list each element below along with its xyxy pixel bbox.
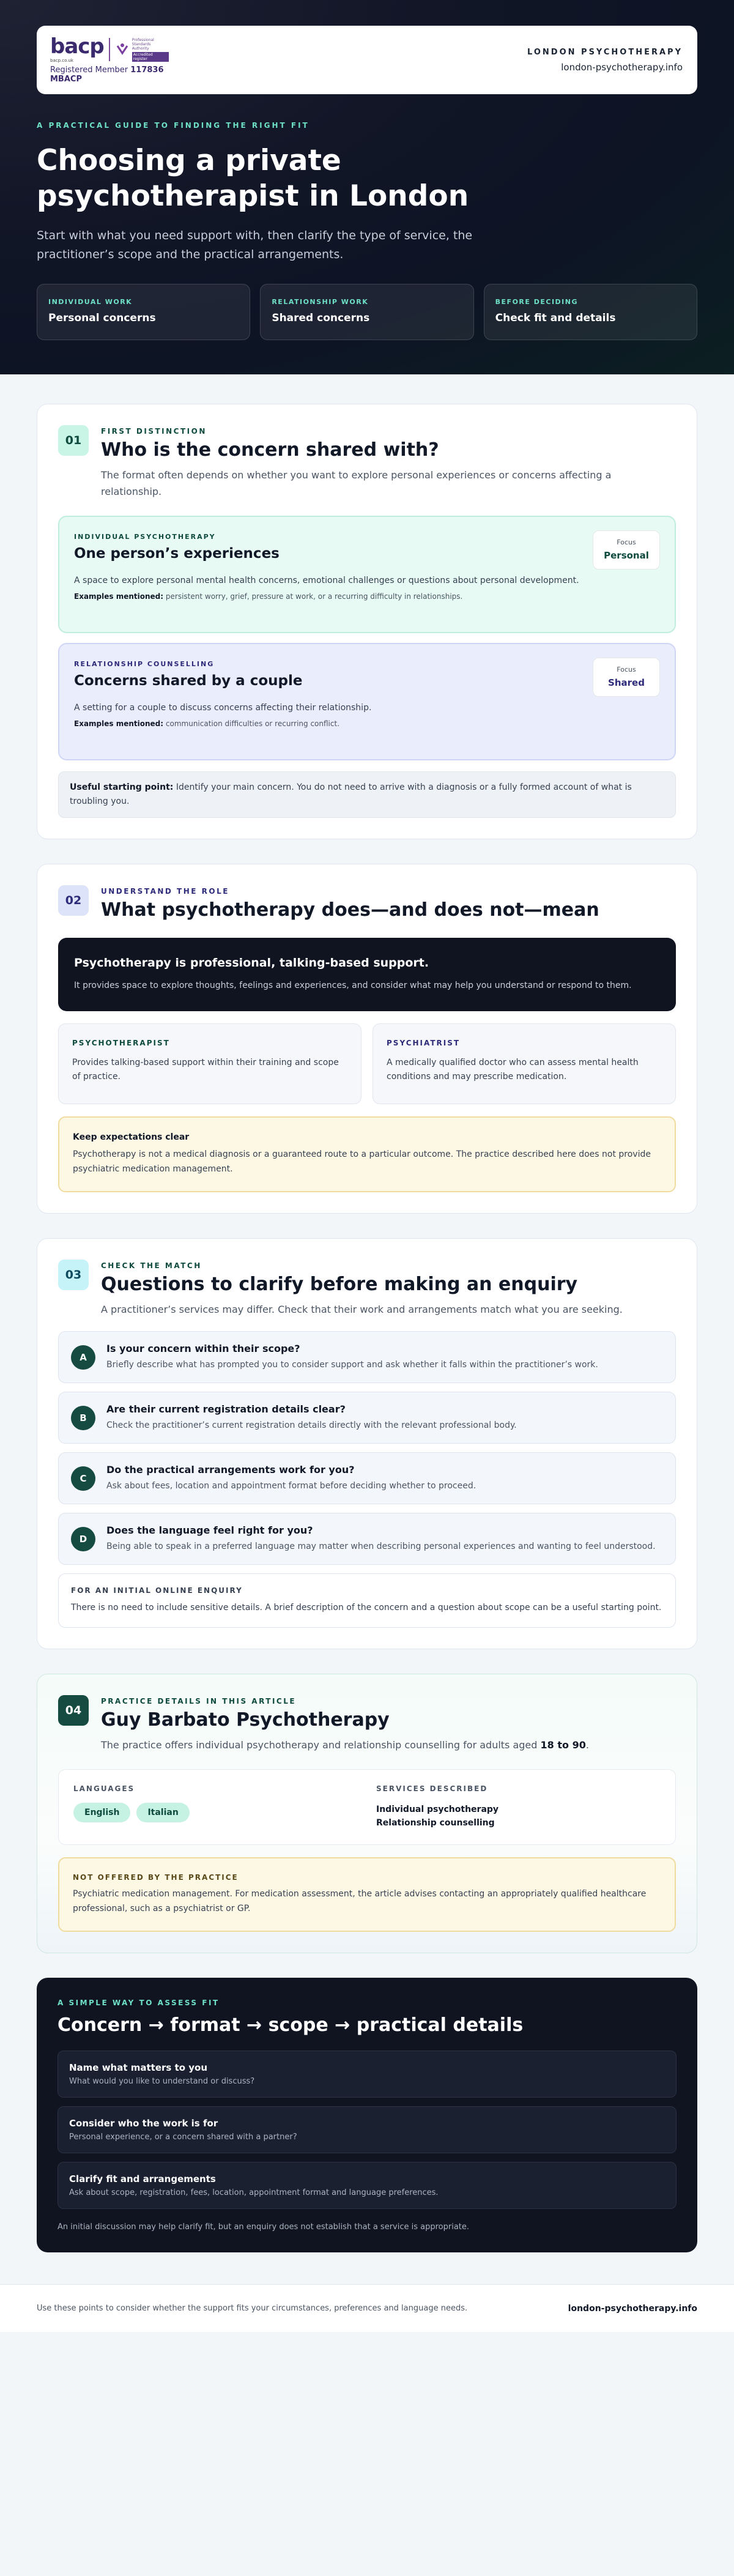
- question-item: C Do the practical arrangements work for you? Ask about fees, location and appointment format before deciding whether to proceed.: [58, 1452, 676, 1504]
- focus-badge-shared: Focus Shared: [593, 658, 660, 697]
- hero-section: [0, 0, 734, 374]
- service-item: Relationship counselling: [376, 1818, 495, 1828]
- member-number: 117836: [130, 65, 164, 75]
- section-kicker: PRACTICE DETAILS IN THIS ARTICLE: [101, 1697, 297, 1706]
- psychiatrist-card: PSYCHIATRIST A medically qualified doctor who can assess mental health conditions and may prescribe medication.: [373, 1023, 676, 1104]
- assess-step: Clarify fit and arrangements Ask about scope, registration, fees, location, appointment format and language preferences.: [57, 2162, 677, 2209]
- section-number: 04: [58, 1695, 89, 1726]
- assess-fit-section: [37, 1978, 697, 2252]
- question-badge: D: [71, 1527, 95, 1551]
- assess-footnote: An initial discussion may help clarify fit, but an enquiry does not establish that a service is appropriate.: [57, 2222, 470, 2232]
- section-title: Questions to clarify before making an enquiry: [101, 1274, 578, 1295]
- accreditation-badge-icon: [115, 42, 130, 57]
- assess-kicker: A SIMPLE WAY TO ASSESS FIT: [57, 1999, 220, 2007]
- registration-line: Registered Member 117836: [50, 65, 164, 75]
- question-item: B Are their current registration details clear? Check the practitioner’s current registration details directly with the relevant professional body.: [58, 1392, 676, 1444]
- practice-name: LONDON PSYCHOTHERAPY: [527, 47, 683, 57]
- not-offered-box: NOT OFFERED BY THE PRACTICE Psychiatric medication management. For medication assessment, the article advises contacting an appropriately qualified healthcare professional, such as a psychiatrist or GP.: [58, 1857, 676, 1932]
- hero-card-individual: INDIVIDUAL WORK Personal concerns: [37, 284, 250, 340]
- assess-title: Concern → format → scope → practical details: [57, 2014, 524, 2036]
- section-number: 01: [58, 425, 89, 456]
- section-sub: The format often depends on whether you want to explore personal experiences or concerns affecting a relationship.: [101, 469, 612, 497]
- bacp-wordmark-sub: bacp.co.uk: [50, 58, 73, 63]
- footer-url-link[interactable]: london-psychotherapy.info: [568, 2303, 697, 2314]
- section-number: 03: [58, 1260, 89, 1290]
- section-title: Who is the concern shared with?: [101, 439, 439, 461]
- question-badge: B: [71, 1406, 95, 1430]
- service-item: Individual psychotherapy: [376, 1805, 499, 1814]
- section-practice-details: [37, 1674, 697, 1953]
- logo-divider: [109, 38, 110, 61]
- assess-step: Consider who the work is for Personal experience, or a concern shared with a partner?: [57, 2106, 677, 2153]
- psychotherapist-card: PSYCHOTHERAPIST Provides talking-based support within their training and scope of practice.: [58, 1023, 361, 1104]
- section-sub: A practitioner’s services may differ. Check that their work and arrangements match what you are seeking.: [101, 1304, 623, 1315]
- focus-badge-personal: Focus Personal: [593, 530, 660, 570]
- badge-text: Professional Standards Authority: [132, 37, 154, 51]
- initial-enquiry-tip: FOR AN INITIAL ONLINE ENQUIRY There is no need to include sensitive details. A brief description of the concern and a question about scope can be a useful starting point.: [58, 1573, 676, 1628]
- practice-info-box: LANGUAGES English Italian SERVICES DESCRIBED Individual psychotherapy Relationship counselling: [58, 1769, 676, 1845]
- section-number: 02: [58, 885, 89, 916]
- question-badge: A: [71, 1345, 95, 1370]
- credential: MBACP: [50, 75, 82, 84]
- expectations-warning: Keep expectations clear Psychotherapy is not a medical diagnosis or a guaranteed route to a particular outcome. The practice described here does not provide psychiatric medication management.: [58, 1116, 676, 1192]
- practice-url-link[interactable]: london-psychotherapy.info: [561, 61, 683, 73]
- question-item: D Does the language feel right for you? Being able to speak in a preferred language may matter when describing personal experiences and wanting to feel understood.: [58, 1513, 676, 1565]
- hero-card-relationship: RELATIONSHIP WORK Shared concerns: [260, 284, 473, 340]
- question-item: A Is your concern within their scope? Briefly describe what has prompted you to consider support and ask whether it falls within the practitioner’s work.: [58, 1331, 676, 1383]
- section-check-match: [37, 1238, 697, 1649]
- psychotherapy-definition-card: Psychotherapy is professional, talking-based support. It provides space to explore thoughts, feelings and experiences, and consider what may help you understand or respond to them.: [58, 938, 676, 1011]
- section-kicker: CHECK THE MATCH: [101, 1261, 202, 1270]
- top-bar: [37, 26, 697, 94]
- language-pill: Italian: [136, 1803, 189, 1822]
- page-footer: [0, 2284, 734, 2332]
- hero-lead: Start with what you need support with, then clarify the type of service, the practitioner’s scope and the practical arrangements.: [37, 229, 473, 261]
- bacp-logo: [50, 36, 169, 84]
- language-pill: English: [73, 1803, 130, 1822]
- individual-card: INDIVIDUAL PSYCHOTHERAPY One person’s experiences A space to explore personal mental health concerns, emotional challenges or questions about personal development. Examples mentioned: persistent worry, grief, pressure at work, or a recurring difficulty in relationships. Focus Personal: [58, 516, 676, 633]
- starting-point-note: Useful starting point: Identify your main concern. You do not need to arrive with a diagnosis or a fully formed account of what is troubling you.: [58, 771, 676, 818]
- assess-step: Name what matters to you What would you like to understand or discuss?: [57, 2051, 677, 2098]
- couple-card: RELATIONSHIP COUNSELLING Concerns shared by a couple A setting for a couple to discuss concerns affecting their relationship. Examples mentioned: communication difficulties or recurring conflict. Focus Shared: [58, 643, 676, 760]
- section-understand-role: [37, 864, 697, 1214]
- footer-note: Use these points to consider whether the support fits your circumstances, preferences and language needs.: [37, 2304, 468, 2313]
- hero-card-before: BEFORE DECIDING Check fit and details: [484, 284, 697, 340]
- section-first-distinction: [37, 404, 697, 839]
- badge-sub: Accredited register: [132, 52, 169, 62]
- hero-eyebrow: A PRACTICAL GUIDE TO FINDING THE RIGHT FIT: [37, 121, 310, 130]
- section-title: What psychotherapy does—and does not—mean: [101, 899, 599, 921]
- practice-title: Guy Barbato Psychotherapy: [101, 1709, 390, 1731]
- section-kicker: UNDERSTAND THE ROLE: [101, 887, 229, 896]
- bacp-wordmark: bacp: [50, 34, 104, 59]
- section-kicker: FIRST DISTINCTION: [101, 427, 207, 436]
- practice-sub: The practice offers individual psychotherapy and relationship counselling for adults aged 18 to 90.: [101, 1739, 589, 1751]
- question-badge: C: [71, 1466, 95, 1491]
- page-title: Choosing a private psychotherapist in London: [37, 144, 469, 213]
